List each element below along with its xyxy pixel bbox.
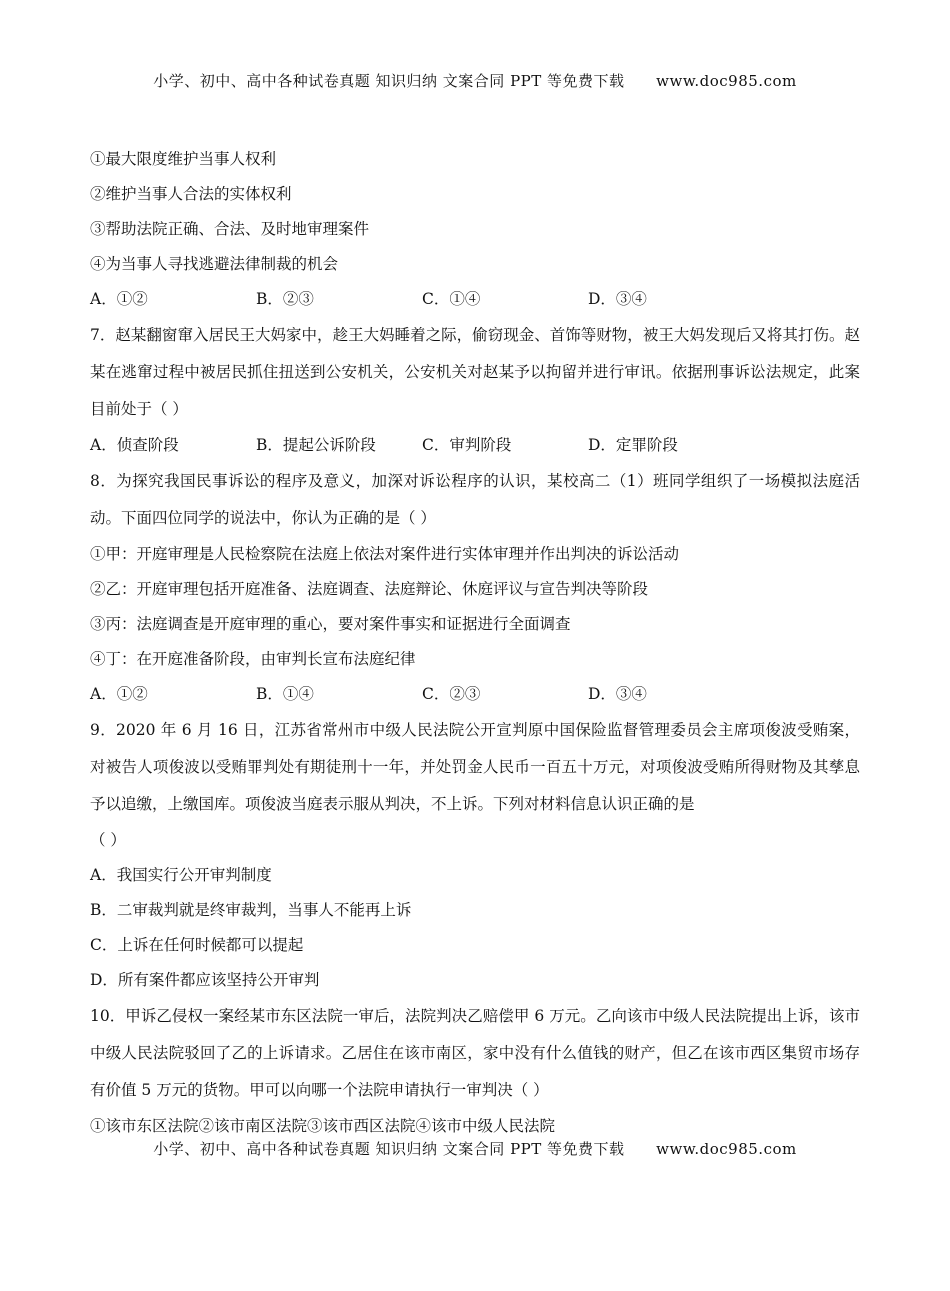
q7-option-b: B．提起公诉阶段 xyxy=(256,436,376,454)
q6-item-3: ③帮助法院正确、合法、及时地审理案件 xyxy=(90,220,370,238)
q6-option-a: A．①② xyxy=(90,290,148,308)
q6-item-4: ④为当事人寻找逃避法律制裁的机会 xyxy=(90,255,339,273)
q7-option-c: C．审判阶段 xyxy=(422,436,512,454)
q9-answer-paren: （ ） xyxy=(90,831,126,849)
question-6-items xyxy=(90,142,860,282)
q6-item-1: ①最大限度维护当事人权利 xyxy=(90,150,277,168)
q9-option-d: D．所有案件都应该坚持公开审判 xyxy=(90,971,320,989)
q7-options xyxy=(90,428,860,463)
q8-option-b: B．①④ xyxy=(256,685,314,703)
q9-option-c: C．上诉在任何时候都可以提起 xyxy=(90,936,304,954)
question-content xyxy=(90,142,860,1144)
q10-stem: 10．甲诉乙侵权一案经某市东区法院一审后，法院判决乙赔偿甲 6 万元。乙向该市中级人民法院提出上诉，该市中级人民法院驳回了乙的上诉请求。乙居住在该市南区，家中没有什么值钱的财产，但乙在该市西区集贸市场存有价值 5 万元的货物。甲可以向哪一个法院申请执行一审判决（ ） xyxy=(90,1007,860,1099)
q9-option-b: B．二审裁判就是终审裁判，当事人不能再上诉 xyxy=(90,901,412,919)
q7-stem: 7．赵某翻窗窜入居民王大妈家中，趁王大妈睡着之际，偷窃现金、首饰等财物，被王大妈发现后又将其打伤。赵某在逃窜过程中被居民抓住扭送到公安机关，公安机关对赵某予以拘留并进行审讯。依据刑事诉讼法规定，此案目前处于（ ） xyxy=(90,326,860,418)
q9-option-a: A．我国实行公开审判制度 xyxy=(90,866,272,884)
question-8-items xyxy=(90,537,860,677)
q8-item-2: ②乙：开庭审理包括开庭准备、法庭调查、法庭辩论、休庭评议与宣告判决等阶段 xyxy=(90,580,649,598)
q8-item-1: ①甲：开庭审理是人民检察院在法庭上依法对案件进行实体审理并作出判决的诉讼活动 xyxy=(90,545,680,563)
q6-item-2: ②维护当事人合法的实体权利 xyxy=(90,185,292,203)
q6-option-d: D．③④ xyxy=(588,290,647,308)
q8-option-d: D．③④ xyxy=(588,685,647,703)
page-header: 小学、初中、高中各种试卷真题 知识归纳 文案合同 PPT 等免费下载 www.doc985.com xyxy=(153,72,797,90)
q6-option-c: C．①④ xyxy=(422,290,481,308)
q8-option-c: C．②③ xyxy=(422,685,481,703)
q7-option-a: A．侦查阶段 xyxy=(90,436,179,454)
q9-stem: 9．2020 年 6 月 16 日，江苏省常州市中级人民法院公开宣判原中国保险监督管理委员会主席项俊波受贿案，对被告人项俊波以受贿罪判处有期徒刑十一年，并处罚金人民币一百五十万元，对项俊波受贿所得财物及其孳息予以追缴，上缴国库。项俊波当庭表示服从判决，不上诉。下列对材料信息认识正确的是 xyxy=(90,721,860,813)
q6-option-b: B．②③ xyxy=(256,290,314,308)
page-footer: 小学、初中、高中各种试卷真题 知识归纳 文案合同 PPT 等免费下载 www.doc985.com xyxy=(153,1140,797,1158)
q6-options xyxy=(90,282,860,317)
q8-options xyxy=(90,677,860,712)
q10-items: ①该市东区法院②该市南区法院③该市西区法院④该市中级人民法院 xyxy=(90,1117,556,1135)
q8-item-4: ④丁：在开庭准备阶段，由审判长宣布法庭纪律 xyxy=(90,650,416,668)
q8-option-a: A．①② xyxy=(90,685,148,703)
q8-item-3: ③丙：法庭调查是开庭审理的重心，要对案件事实和证据进行全面调查 xyxy=(90,615,571,633)
q7-option-d: D．定罪阶段 xyxy=(588,436,678,454)
q8-stem: 8．为探究我国民事诉讼的程序及意义，加深对诉讼程序的认识，某校高二（1）班同学组织了一场模拟法庭活动。下面四位同学的说法中，你认为正确的是（ ） xyxy=(90,472,860,527)
